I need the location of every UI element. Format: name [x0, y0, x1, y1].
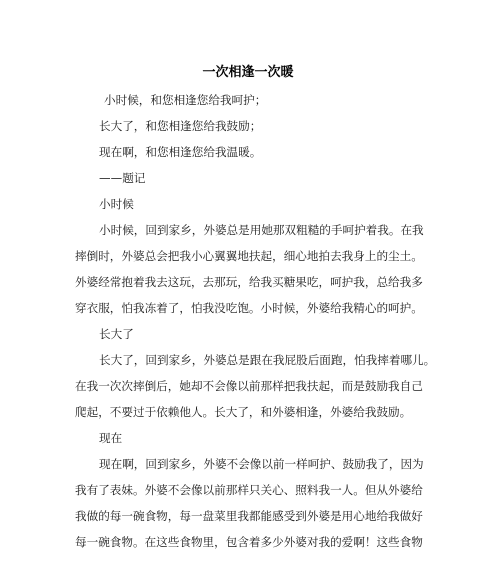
intro-line-1: 小时候，和您相逢您给我呵护； [104, 93, 267, 107]
paragraph-line: 现在啊，回到家乡，外婆不会像以前一样呵护、鼓励我了，因为 [99, 457, 424, 471]
paragraph-line: 爬起，不要过于依赖他人。长大了，和外婆相逢，外婆给我鼓励。 [75, 405, 412, 419]
paragraph-line: 小时候，回到家乡，外婆总是用她那双粗糙的手呵护着我。在我 [99, 223, 424, 237]
paragraph-line: 每一碗食物。在这些食物里，包含着多少外婆对我的爱啊！这些食物 [75, 535, 423, 549]
paragraph-line: 我有了表妹。外婆不会像以前那样只关心、照料我一人。但从外婆给 [75, 483, 423, 497]
intro-line-3: 现在啊，和您相逢您给我温暖。 [99, 145, 262, 159]
paragraph-line: 在我一次次摔倒后，她却不会像以前那样把我扶起，而是鼓励我自己 [75, 379, 423, 393]
epigraph-credit: ——题记 [99, 171, 146, 185]
document-title: 一次相逢一次暖 [202, 65, 294, 80]
paragraph-line: 外婆经常抱着我去这玩，去那玩，给我买糖果吃，呵护我，总给我多 [75, 275, 423, 289]
paragraph-line: 摔倒时，外婆总会把我小心翼翼地扶起，细心地拍去我身上的尘土。 [75, 249, 423, 263]
paragraph-line: 我做的每一碗食物，每一盘菜里我都能感受到外婆是用心地给我做好 [75, 509, 423, 523]
section-heading-childhood: 小时候 [99, 197, 134, 211]
section-heading-grown-up: 长大了 [99, 327, 134, 341]
paragraph-line: 穿衣服，怕我冻着了，怕我没吃饱。小时候，外婆给我精心的呵护。 [75, 301, 423, 315]
intro-line-2: 长大了，和您相逢您给我鼓励； [99, 119, 262, 133]
section-heading-now: 现在 [99, 431, 123, 445]
paragraph-line: 长大了，回到家乡，外婆总是跟在我屁股后面跑，怕我摔着哪儿。 [99, 353, 436, 367]
